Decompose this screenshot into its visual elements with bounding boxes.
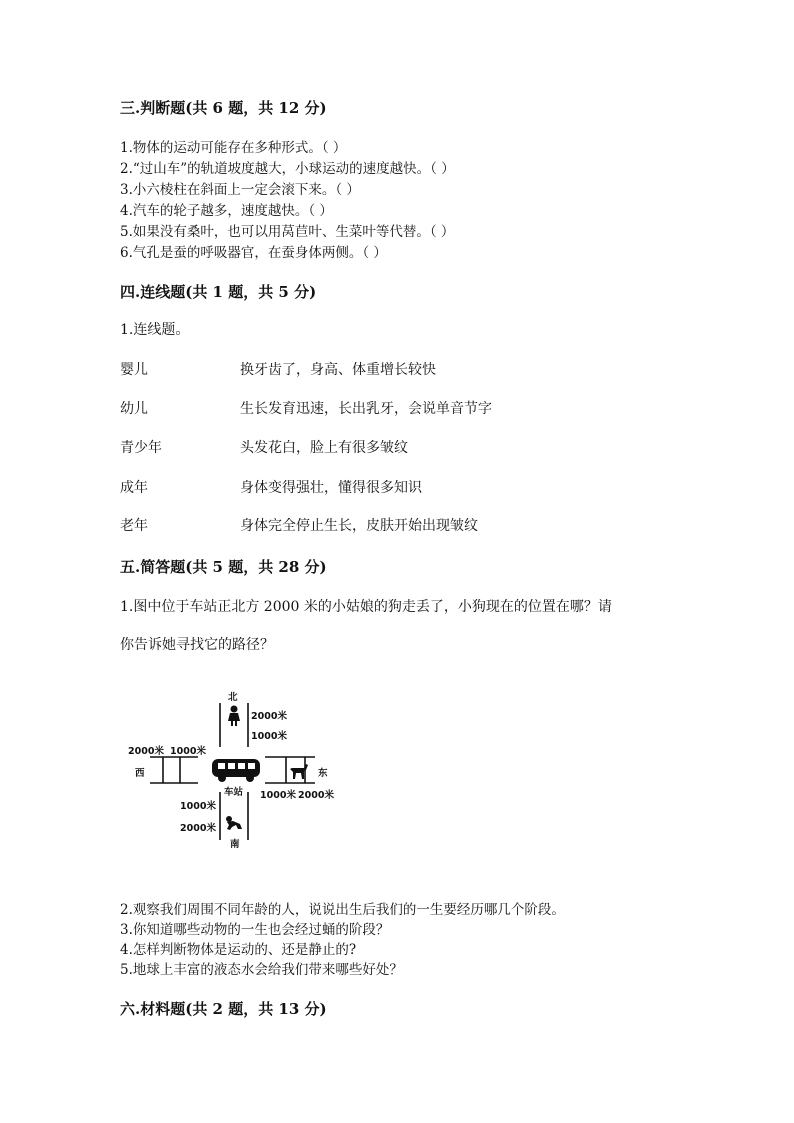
- section5-heading: 五.简答题(共 5 题，共 28 分): [120, 558, 327, 576]
- match-desc-3: 头发花白，脸上有很多皱纹: [240, 440, 408, 456]
- north-label: 北: [228, 692, 238, 703]
- match-desc-4: 身体变得强壮，懂得很多知识: [240, 480, 422, 496]
- short-q4: 4.怎样判断物体是运动的、还是静止的?: [120, 942, 357, 958]
- match-desc-2: 生长发育迅速，长出乳牙，会说单音节字: [240, 401, 492, 417]
- judge-item-6: 6.气孔是蚕的呼吸器官，在蚕身体两侧。（ ）: [120, 245, 387, 261]
- direction-map: [120, 685, 350, 850]
- match-stage-4: 成年: [120, 480, 148, 496]
- match-stage-5: 老年: [120, 518, 148, 534]
- judge-item-1: 1.物体的运动可能存在多种形式。（ ）: [120, 140, 347, 156]
- section4-heading: 四.连线题(共 1 题，共 5 分): [120, 283, 317, 301]
- north-2000-label: 2000米: [251, 711, 287, 722]
- short-q2: 2.观察我们周围不同年龄的人，说说出生后我们的一生要经历哪几个阶段。: [120, 902, 565, 918]
- south-1000-label: 1000米: [180, 801, 216, 812]
- short-q5: 5.地球上丰富的液态水会给我们带来哪些好处？: [120, 962, 403, 978]
- east-2000-label: 2000米: [298, 790, 334, 801]
- match-question: 1.连线题。: [120, 322, 190, 338]
- west-1000-label: 1000米: [170, 746, 206, 757]
- bus-icon: [210, 755, 262, 783]
- short-q1-line1: 1.图中位于车站正北方 2000 米的小姑娘的狗走丢了，小狗现在的位置在哪？请: [120, 599, 612, 615]
- east-1000-label: 1000米: [260, 790, 296, 801]
- match-stage-3: 青少年: [120, 440, 162, 456]
- judge-item-3: 3.小六棱柱在斜面上一定会滚下来。（ ）: [120, 182, 360, 198]
- west-2000-label: 2000米: [128, 746, 164, 757]
- station-label: 车站: [224, 787, 244, 798]
- south-2000-label: 2000米: [180, 823, 216, 834]
- section3-heading: 三.判断题(共 6 题，共 12 分): [120, 99, 327, 117]
- match-desc-1: 换牙齿了，身高、体重增长较快: [240, 362, 436, 378]
- match-stage-2: 幼儿: [120, 401, 148, 417]
- judge-item-4: 4.汽车的轮子越多，速度越快。（ ）: [120, 203, 333, 219]
- dog-icon: [288, 759, 310, 781]
- north-1000-label: 1000米: [251, 731, 287, 742]
- match-desc-5: 身体完全停止生长，皮肤开始出现皱纹: [240, 518, 478, 534]
- east-label: 东: [318, 768, 328, 779]
- short-q1-line2: 你告诉她寻找它的路径？: [120, 637, 274, 653]
- judge-item-2: 2.“过山车”的轨道坡度越大，小球运动的速度越快。（ ）: [120, 161, 455, 177]
- child-icon: [224, 815, 244, 831]
- judge-item-5: 5.如果没有桑叶，也可以用莴苣叶、生菜叶等代替。（ ）: [120, 224, 455, 240]
- match-stage-1: 婴儿: [120, 362, 148, 378]
- short-q3: 3.你知道哪些动物的一生也会经过蛹的阶段？: [120, 922, 390, 938]
- west-label: 西: [135, 768, 145, 779]
- section6-heading: 六.材料题(共 2 题，共 13 分): [120, 1000, 327, 1018]
- south-label: 南: [230, 839, 240, 850]
- girl-icon: [225, 705, 243, 727]
